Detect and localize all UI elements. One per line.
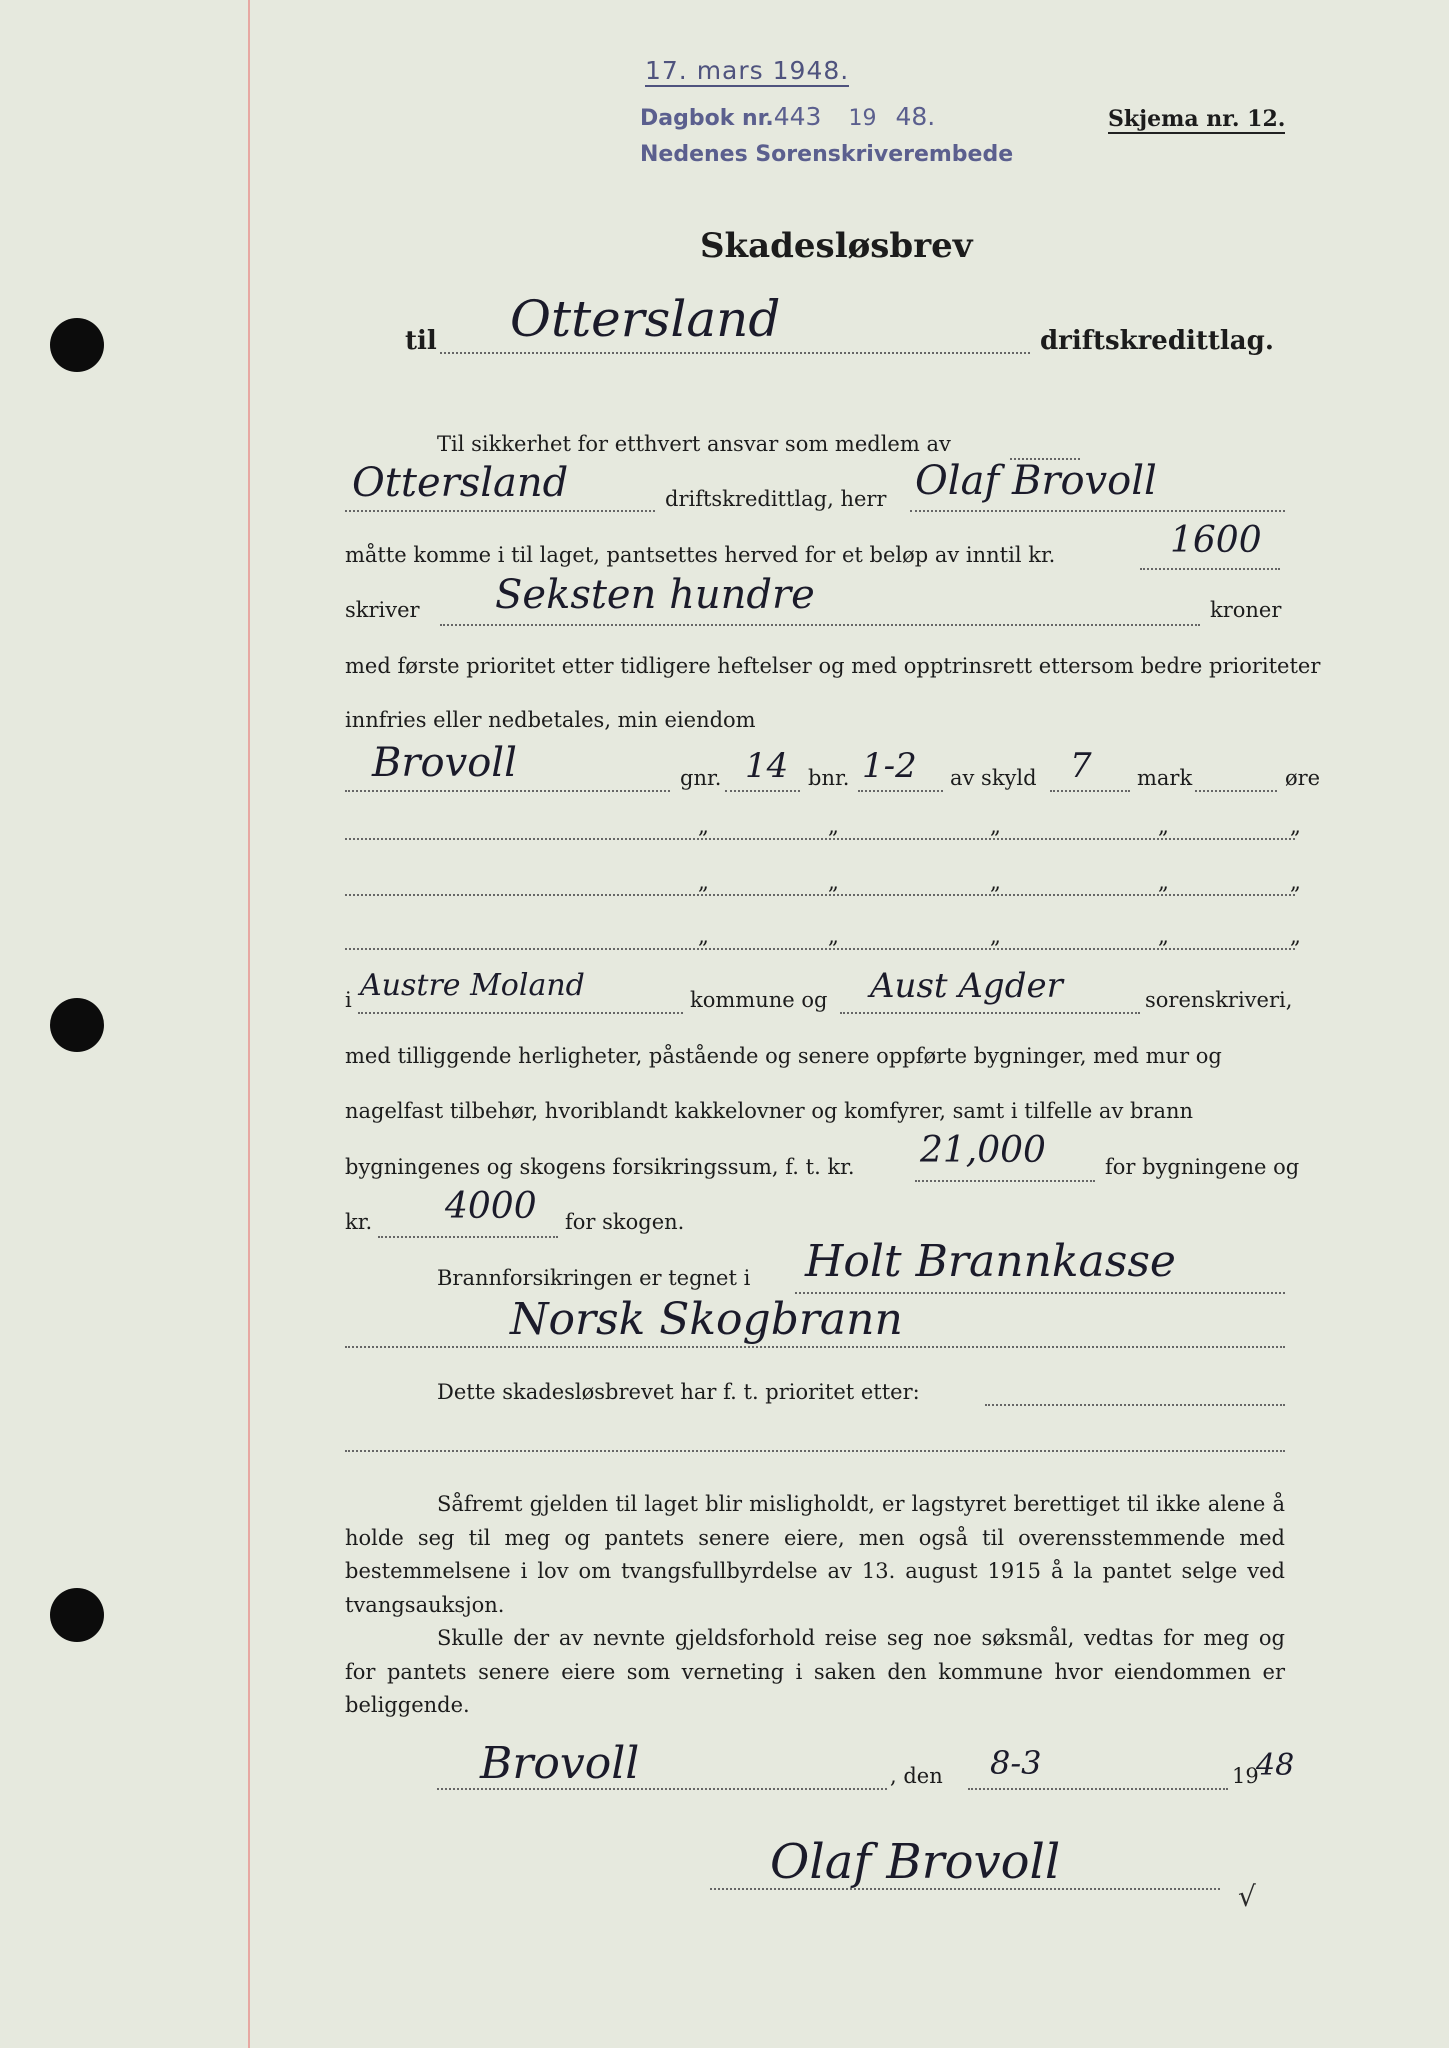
document-page: 17. mars 1948. Dagbok nr.443 19 48. Nedenes Sorenskriverembede Skjema nr. 12. Skadesløsbrev til Ottersland driftskredittlag. Til sikkerhet for etthvert ansvar som medlem av Ottersland driftskredittlag, herr Olaf Brovoll måtte komme i til laget, pantsettes herved for et beløp av inntil kr. 1600 skriver Seksten hundre kroner med første prioritet etter tidligere heftelser og med opptrinsrett ettersom bedre prioriteter innfries eller nedbetales, min eiendom Brovoll gnr. 14 bnr. 1-2 av skyld 7 mark øre „ „ „ „ „ „ „ „ „ „ „ „ „ „ „ i Austre Moland kommune og Aust Agder sorenskriveri, med tilliggende herligheter, påstående og senere oppførte bygninger, med mur og nagelfast tilbehør, hvoriblandt kakkelovner og komfyrer, samt i tilfelle av brann bygningenes og skogens forsikringssum, f. t. kr. 21,000 for bygningene og kr. 4000 for skogen. Brannforsikringen er tegnet i Holt Brannkasse Norsk Skogbrann Dette skadesløsbrevet har f. t. prioritet etter: Såfremt gjelden til laget blir misligholdt, er lagstyret berettiget til ikke alene å holde seg til meg og pantets senere eiere, men også til overensstemmende med bestemmelsene i lov om tvangsfullbyrdelse av 13. august 1915 å la pantet selge ved tvangsauksjon. Skulle der av nevnte gjeldsforhold reise seg noe søksmål, vedtas for meg og for pantets senere eiere som verneting i saken den kommune hvor eiendommen er beliggende. Brovoll , den 8-3 19 48 Olaf Brovoll √ (0, 0, 1449, 2048)
priority-label: Dette skadesløsbrevet har f. t. prioritet etter: (437, 1380, 920, 1404)
kommune-line (358, 1012, 683, 1014)
gnr-value: 14 (745, 746, 789, 786)
lag-line (345, 510, 655, 512)
skyld-value: 7 (1070, 746, 1092, 786)
punch-hole-middle (50, 998, 104, 1052)
to-suffix: driftskredittlag. (1040, 326, 1274, 356)
document-title: Skadesløsbrev (700, 226, 973, 266)
mark-line (1195, 790, 1277, 792)
journal-stamp (640, 102, 935, 131)
den-label: , den (890, 1764, 943, 1788)
skyld-line (1050, 790, 1130, 792)
date-stamp: 17. mars 1948. (645, 56, 850, 85)
para2-line3-prefix: bygningenes og skogens forsikringssum, f. t. kr. (345, 1155, 855, 1179)
date-handwritten: 8-3 (990, 1744, 1042, 1782)
ore-label: øre (1285, 766, 1321, 790)
district-label: sorenskriveri, (1145, 988, 1293, 1012)
building-sum-handwritten: 21,000 (920, 1130, 1046, 1171)
lag-handwritten: Ottersland (352, 460, 569, 506)
mark-label: mark (1137, 766, 1193, 790)
priority-line2 (345, 1450, 1285, 1452)
bnr-label: bnr. (808, 766, 850, 790)
gnr-label: gnr. (680, 766, 722, 790)
insurance-line2 (345, 1346, 1285, 1348)
bnr-value: 1-2 (862, 746, 917, 786)
member-line (910, 510, 1285, 512)
kommune-handwritten: Austre Moland (360, 968, 585, 1003)
gnr-line (725, 790, 800, 792)
check-mark: √ (1238, 1880, 1256, 1913)
signature-line (710, 1888, 1220, 1890)
para2-line3-suffix: for bygningene og (1105, 1155, 1300, 1179)
date-line (968, 1788, 1228, 1790)
place-handwritten: Brovoll (480, 1738, 640, 1789)
kommune-label: kommune og (690, 988, 828, 1012)
para1-line5: med første prioritet etter tidligere heftelser og med opptrinsrett ettersom bedre prioriteter (345, 654, 1321, 678)
lag-suffix: driftskredittlag, herr (665, 487, 887, 511)
margin-rule (248, 0, 250, 2048)
terms-paragraph-1: Såfremt gjelden til laget blir misligholdt, er lagstyret berettiget til ikke alene å holde seg til meg og pantets senere eiere, men også til overensstemmende med bestemmelsene i lov om tvangsfullbyrdelse av 13. august 1915 å la pantet selge ved tvangsauksjon. (345, 1492, 1285, 1617)
para1-line3: måtte komme i til laget, pantsettes herved for et beløp av inntil kr. (345, 543, 1056, 567)
kroner-label: kroner (1210, 598, 1282, 622)
forest-sum-handwritten: 4000 (445, 1186, 537, 1227)
journal-year-suffix: 48. (895, 102, 936, 131)
location-prefix: i (345, 988, 352, 1012)
punch-hole-bottom (50, 1588, 104, 1642)
punch-hole-top (50, 318, 104, 372)
amount-words-handwritten: Seksten hundre (495, 572, 815, 618)
priority-line1 (985, 1404, 1285, 1406)
para2-line2: nagelfast tilbehør, hvoriblandt kakkelovner og komfyrer, samt i tilfelle av brann (345, 1099, 1194, 1123)
to-lag-handwritten: Ottersland (510, 290, 781, 348)
place-line (437, 1788, 887, 1790)
journal-number: 443 (773, 102, 822, 131)
forest-suffix: for skogen. (565, 1210, 685, 1234)
para1-line1: Til sikkerhet for etthvert ansvar som medlem av (437, 432, 951, 456)
kr-label: kr. (345, 1210, 373, 1234)
office-stamp: Nedenes Sorenskriverembede (640, 142, 1014, 167)
amount-handwritten: 1600 (1170, 520, 1262, 561)
year-handwritten: 48 (1256, 1748, 1295, 1783)
bnr-line (858, 790, 943, 792)
property-name-handwritten: Brovoll (372, 740, 517, 786)
form-number: Skjema nr. 12. (1108, 106, 1286, 132)
insurance-company2-handwritten: Norsk Skogbrann (510, 1294, 903, 1345)
property-name-line (345, 790, 670, 792)
to-lag-line (440, 352, 1030, 354)
district-handwritten: Aust Agder (870, 966, 1063, 1006)
amount-line (1140, 568, 1280, 570)
terms-paragraph-2: Skulle der av nevnte gjeldsforhold reise seg noe søksmål, vedtas for meg og for pantets senere eiere som verneting i saken den kommune hvor eiendommen er beliggende. (345, 1626, 1285, 1717)
district-line (840, 1012, 1140, 1014)
journal-year-prefix: 19 (848, 106, 877, 131)
building-sum-line (915, 1180, 1095, 1182)
skyld-label: av skyld (950, 766, 1037, 790)
journal-label: Dagbok nr. (640, 106, 774, 131)
para1-line6: innfries eller nedbetales, min eiendom (345, 708, 756, 732)
skriver-label: skriver (345, 598, 420, 622)
amount-words-line (440, 624, 1200, 626)
forest-sum-line (378, 1236, 558, 1238)
to-label: til (405, 326, 437, 356)
para2-line1: med tilliggende herligheter, påstående og senere oppførte bygninger, med mur og (345, 1044, 1222, 1068)
signature-handwritten: Olaf Brovoll (770, 1834, 1061, 1890)
insurance-company1-handwritten: Holt Brannkasse (805, 1236, 1176, 1287)
member-handwritten: Olaf Brovoll (915, 458, 1157, 504)
year-prefix: 19 (1232, 1764, 1259, 1788)
insurance-label: Brannforsikringen er tegnet i (437, 1266, 751, 1290)
